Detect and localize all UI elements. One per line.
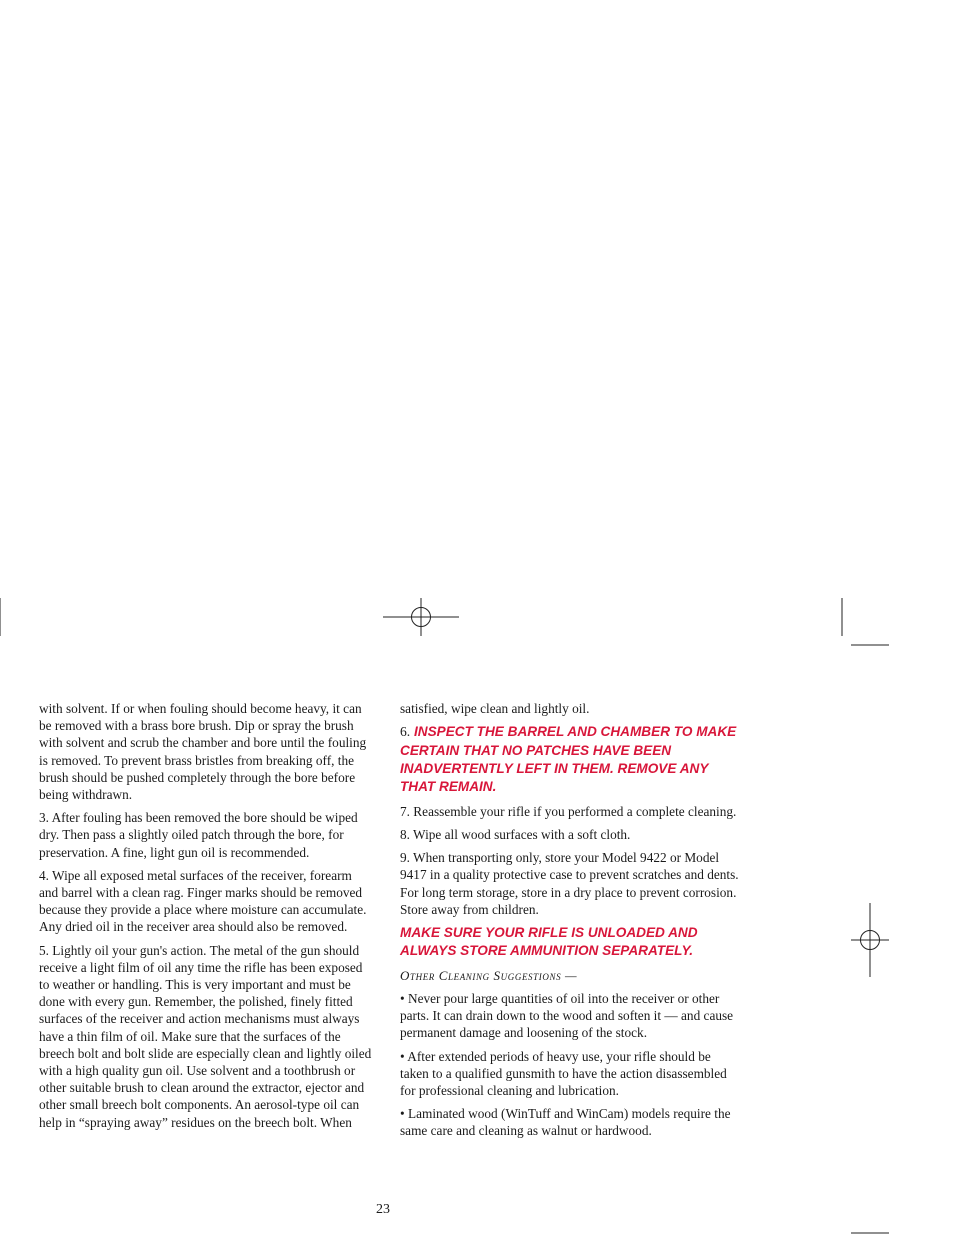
paragraph-continued: satisfied, wipe clean and lightly oil. — [400, 701, 590, 716]
left-column — [39, 700, 374, 1137]
paragraph-step-8: 8. Wipe all wood surfaces with a soft cloth. — [400, 827, 631, 843]
warning-unloaded: MAKE SURE YOUR RIFLE IS UNLOADED AND ALWAYS STORE AMMUNITION SEPARATELY. — [400, 925, 698, 959]
warning-inspect-barrel — [400, 723, 740, 797]
bullet-gunsmith: • After extended periods of heavy use, your rifle should be taken to a qualified gunsmith to have the action disassembled for professional cleaning and lubrication. — [400, 1048, 727, 1099]
paragraph-fouling: with solvent. If or when fouling should become heavy, it can be removed with a brass bore brush. Dip or spray the brush with solvent and scrub the chamber and bore until the fouling is removed. To prevent brass bristles from breaking off, the brush should be pushed completely through the bore before being withdrawn. — [39, 701, 367, 803]
registration-target-right — [851, 903, 889, 977]
section-heading-other-cleaning: Other Cleaning Suggestions — — [400, 967, 578, 983]
warning-step-number: 6. — [400, 724, 411, 740]
page-number: 23 — [376, 1202, 390, 1217]
paragraph-step-7: 7. Reassemble your rifle if you performed a complete cleaning. — [400, 803, 737, 819]
paragraph-step-3: 3. After fouling has been removed the bore should be wiped dry. Then pass a slightly oiled patch through the bore, for preservation. A fine, light gun oil is recommended. — [39, 810, 358, 860]
bullet-never-pour-oil: • Never pour large quantities of oil into the receiver or other parts. It can drain down to the wood and soften it — and cause permanent damage and loosening of the stock. — [400, 991, 734, 1041]
right-column — [400, 700, 740, 1146]
paragraph-step-4: 4. Wipe all exposed metal surfaces of the receiver, forearm and barrel with a clean rag. Finger marks should be removed because they provide a place where moisture can accumulate. Any dried oil in the receiver area should also be removed. — [39, 867, 367, 935]
registration-target-top — [383, 598, 459, 636]
warning-inspect-text: INSPECT THE BARREL AND CHAMBER TO MAKE CERTAIN THAT NO PATCHES HAVE BEEN INADVERTENTLY LEFT IN THEM. REMOVE ANY THAT REMAIN. — [400, 724, 737, 795]
paragraph-step-9: 9. When transporting only, store your Model 9422 or Model 9417 in a quality protective case to prevent scratches and dents. For long term storage, store in a dry place to prevent corrosion. Store away from children. — [400, 850, 739, 917]
bullet-laminated-wood: • Laminated wood (WinTuff and WinCam) models require the same care and cleaning as walnut or hardwood. — [400, 1106, 731, 1139]
paragraph-step-5: 5. Lightly oil your gun's action. The metal of the gun should receive a light film of oil any time the rifle has been exposed to weather or handling. This is very important and must be done with every gun. Remember, the polished, finely fitted surfaces of the receiver and action mechanisms must always have a thin film of oil. Make sure that the surfaces of the breech bolt and bolt slide are especially clean and lightly oiled with a high quality gun oil. Use solvent and a toothbrush or other suitable brush to clean around the extractor, ejector and other small breech bolt components. An aerosol-type oil can help in “spraying away” residues on the breech bolt. When — [39, 942, 372, 1130]
